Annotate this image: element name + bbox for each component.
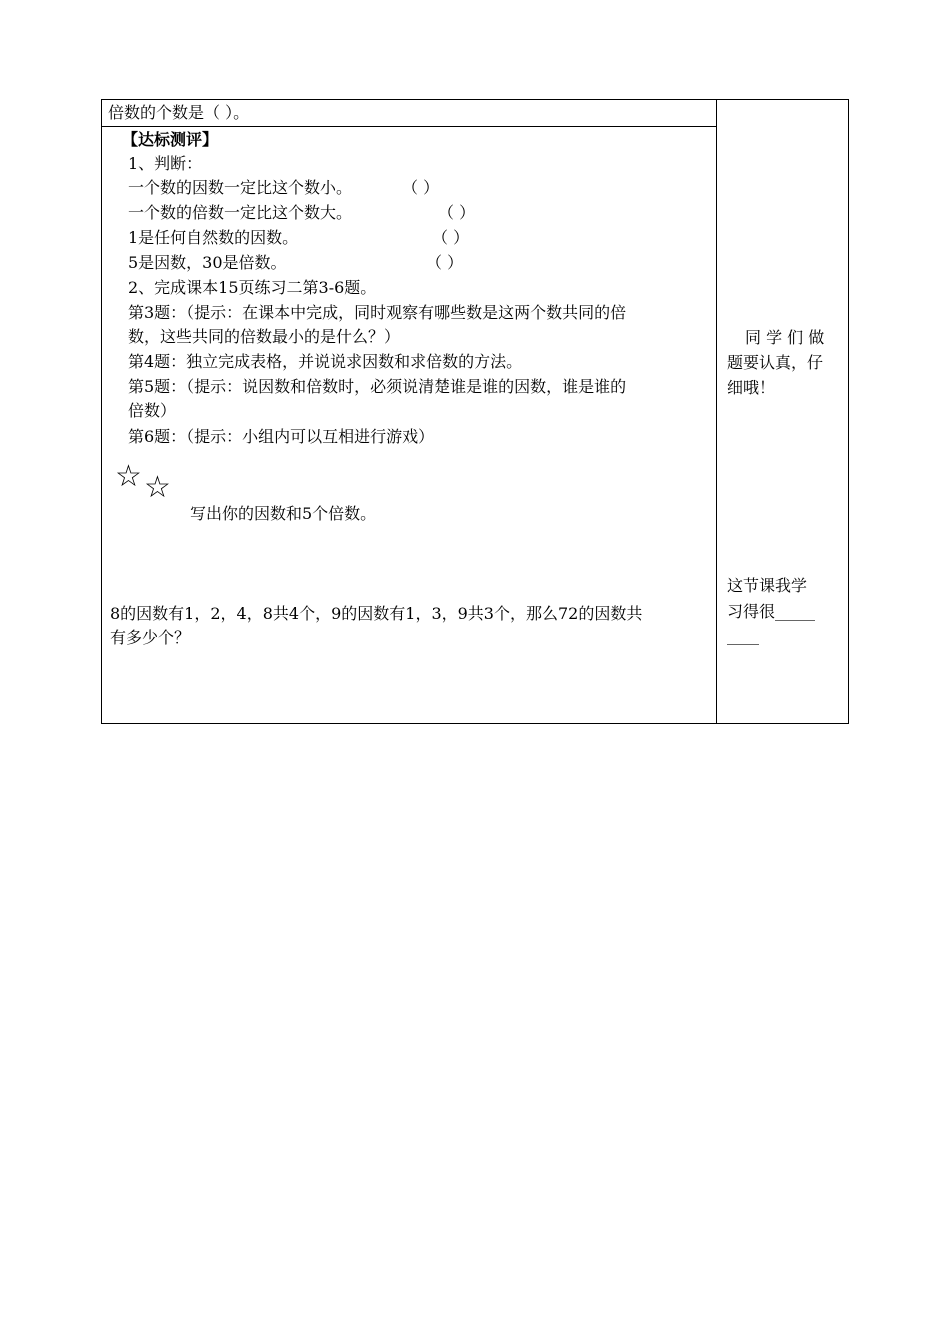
q3-hint: 第3题：（提示：在课本中完成，同时观察有哪些数是这两个数共同的倍 [128, 303, 627, 322]
exercise-heading: 2、完成课本15页练习二第3-6题。 [128, 278, 377, 297]
judge-item-statement: 1是任何自然数的因数。 [128, 228, 299, 247]
judge-heading: 1、判断： [128, 154, 203, 173]
reminder-text: 同 学 们 做 [745, 328, 825, 347]
summary-text: 习得很_____ [727, 602, 816, 621]
q5-hint-cont: 倍数） [128, 401, 177, 420]
judge-item-statement: 一个数的因数一定比这个数小。 [128, 178, 353, 197]
extension-question: 8的因数有1，2，4，8共4个，9的因数有1，3，9共3个，那么72的因数共 [110, 604, 643, 623]
side-column [717, 100, 848, 723]
star-outline-icon: ☆ [144, 470, 171, 505]
summary-text: 这节课我学 [727, 576, 808, 595]
q3-hint-cont: 数，这些共同的倍数最小的是什么？） [128, 327, 401, 346]
summary-blank: ____ [727, 626, 759, 645]
reminder-text: 细哦！ [727, 378, 776, 397]
multiples-count-text: 倍数的个数是（ ）。 [108, 103, 250, 122]
reminder-text: 题要认真，仔 [727, 353, 824, 372]
q5-hint: 第5题：（提示：说因数和倍数时，必须说清楚谁是谁的因数，谁是谁的 [128, 377, 627, 396]
judge-item-blank[interactable]: （ ） [438, 203, 476, 222]
judge-item-blank[interactable]: （ ） [402, 178, 440, 197]
q6-text: 第6题：（提示：小组内可以互相进行游戏） [128, 427, 435, 446]
challenge-text: 写出你的因数和5个倍数。 [190, 504, 377, 523]
judge-item-statement: 一个数的倍数一定比这个数大。 [128, 203, 353, 222]
main-column [102, 100, 717, 723]
worksheet-table [101, 99, 849, 724]
judge-item-blank[interactable]: （ ） [432, 228, 470, 247]
previous-question-row [102, 100, 716, 127]
judge-item-statement: 5是因数，30是倍数。 [128, 253, 287, 272]
section-title: 【达标测评】 [122, 130, 219, 149]
judge-item-blank[interactable]: （ ） [426, 253, 464, 272]
q4-text: 第4题：独立完成表格，并说说求因数和求倍数的方法。 [128, 352, 523, 371]
extension-question-cont: 有多少个？ [110, 628, 191, 647]
star-outline-icon: ☆ [115, 459, 142, 494]
